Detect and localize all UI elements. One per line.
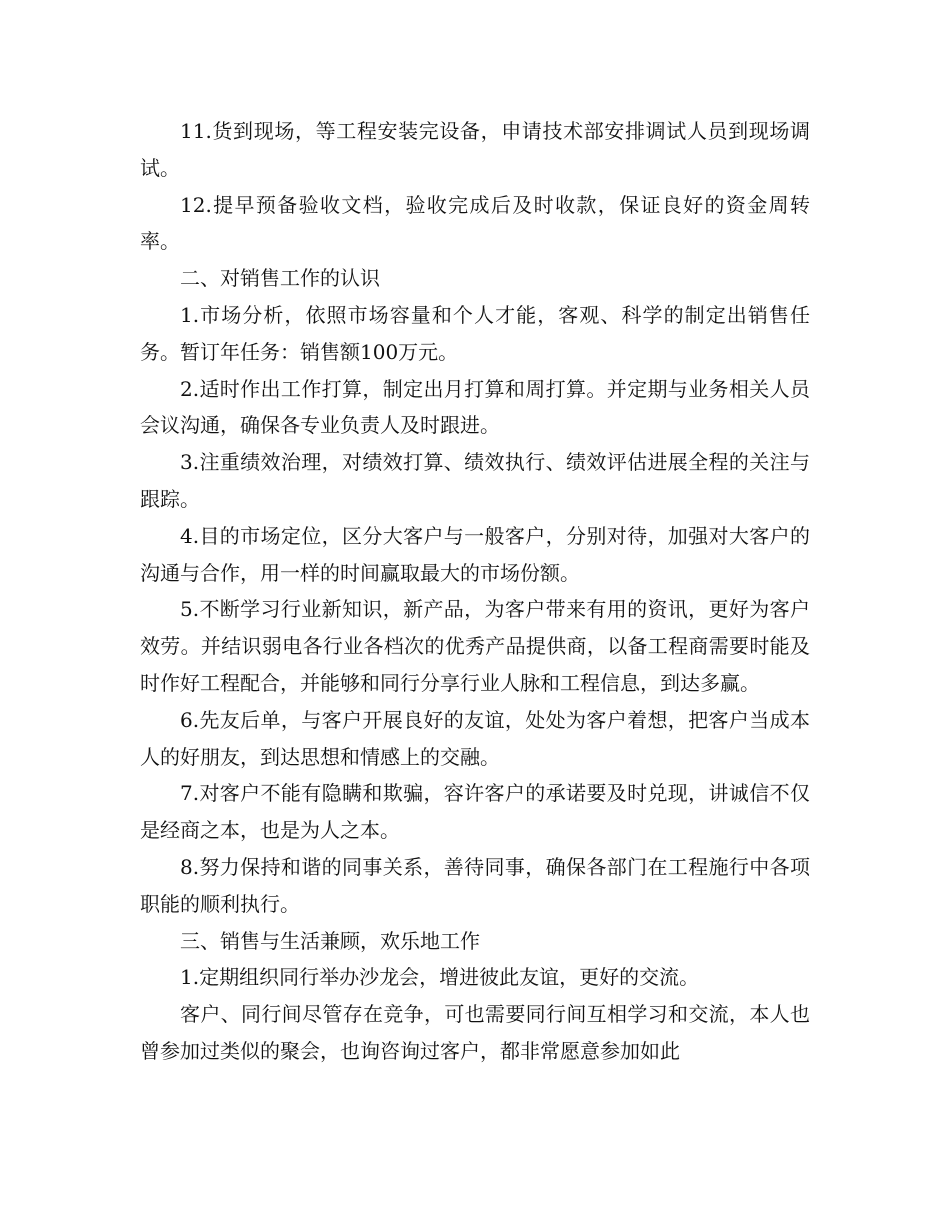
document-body: [140, 113, 810, 1070]
paragraph-item-6: 6.先友后单，与客户开展良好的友谊，处处为客户着想，把客户当成本人的好朋友，到达思想和情感上的交融。: [140, 707, 810, 769]
paragraph-body-text: 客户、同行间尽管存在竞争，可也需要同行间互相学习和交流，本人也曾参加过类似的聚会，也询咨询过客户，都非常愿意参加如此: [140, 1002, 810, 1063]
paragraph-item-1: 1.市场分析，依照市场容量和个人才能，客观、科学的制定出销售任务。暂订年任务：销售额100万元。: [140, 302, 810, 364]
paragraph-item-8: 8.努力保持和谐的同事关系，善待同事，确保各部门在工程施行中各项职能的顺利执行。: [140, 854, 810, 916]
paragraph-item-5: 5.不断学习行业新知识，新产品，为客户带来有用的资讯，更好为客户效劳。并结识弱电各行业各档次的优秀产品提供商，以备工程商需要时能及时作好工程配合，并能够和同行分享行业人脉和工程信息，到达多赢。: [140, 597, 810, 695]
section-heading-3: 三、销售与生活兼顾，欢乐地工作: [180, 928, 480, 953]
paragraph-item-12: 12.提早预备验收文档，验收完成后及时收款，保证良好的资金周转率。: [140, 192, 810, 254]
paragraph-item-11: 11.货到现场，等工程安装完设备，申请技术部安排调试人员到现场调试。: [140, 119, 810, 180]
paragraph-item-4: 4.目的市场定位，区分大客户与一般客户，分别对待，加强对大客户的沟通与合作，用一样的时间赢取最大的市场份额。: [140, 523, 810, 585]
paragraph-item-2: 2.适时作出工作打算，制定出月打算和周打算。并定期与业务相关人员会议沟通，确保各专业负责人及时跟进。: [140, 376, 810, 438]
paragraph-item-1-salon: 1.定期组织同行举办沙龙会，增进彼此友谊，更好的交流。: [180, 965, 700, 990]
paragraph-item-3: 3.注重绩效治理，对绩效打算、绩效执行、绩效评估进展全程的关注与跟踪。: [140, 450, 810, 511]
paragraph-item-7: 7.对客户不能有隐瞒和欺骗，容许客户的承诺要及时兑现，讲诚信不仅是经商之本，也是为人之本。: [140, 781, 810, 843]
section-heading-2: 二、对销售工作的认识: [180, 266, 380, 291]
